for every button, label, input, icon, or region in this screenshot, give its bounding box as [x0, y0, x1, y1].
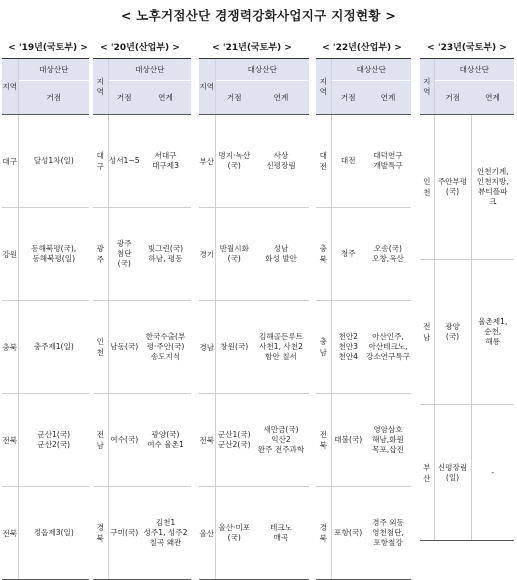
- cell-base: 구미(국): [110, 528, 139, 537]
- cell-region: 경북: [316, 487, 331, 580]
- cell-region: 전남: [420, 260, 434, 405]
- table-row: [316, 208, 411, 301]
- header-base: 거점: [108, 81, 140, 115]
- table-row: [420, 115, 514, 260]
- table-row: [199, 208, 309, 301]
- cell-base: 광주 첨단 (국): [116, 239, 132, 268]
- table-row: [420, 405, 514, 541]
- year-caption-2023: < '23년(국토부) >: [427, 43, 507, 53]
- cell-base: 포항(국): [334, 528, 363, 537]
- table-row: [316, 487, 411, 580]
- table-2021: [199, 59, 309, 580]
- table-row: [93, 394, 191, 487]
- cell-base: 정읍제3(일): [33, 528, 74, 537]
- cell-base: 여수(국): [110, 435, 139, 444]
- cell-region: 부산: [199, 115, 215, 208]
- cell-base: 명지·녹산 (국): [218, 151, 251, 170]
- header-industrial: 대상산단: [331, 59, 411, 81]
- table-row: [93, 115, 191, 208]
- header-region: 지역: [420, 59, 434, 115]
- table-row: [199, 301, 309, 394]
- header-industrial: 대상산단: [108, 59, 191, 81]
- cell-base: 대불(국): [334, 435, 363, 444]
- table-row: [316, 301, 411, 394]
- table-row: [93, 487, 191, 580]
- header-link: 연계: [471, 81, 514, 115]
- table-row: [199, 394, 309, 487]
- cell-link: 오송(국) 오창,옥산: [372, 244, 404, 263]
- cell-base: 천안2 천안3 천안4: [338, 332, 358, 361]
- cell-region: 경기: [199, 208, 215, 301]
- cell-link: 대덕연구 개발특구: [373, 151, 403, 170]
- cell-region: 경북: [93, 487, 108, 580]
- cell-base: 울산·미포 (국): [218, 523, 251, 542]
- header-link: 연계: [140, 81, 191, 115]
- cell-base: 충주제1(일): [33, 342, 74, 351]
- cell-link: 김해골든루트 사천1, 사천2 함안 칠서: [258, 332, 303, 361]
- table-row: [199, 115, 309, 208]
- table-row: [2, 487, 89, 580]
- header-region: 지역: [199, 59, 215, 115]
- cell-link: 율촌제1, 순천, 해룡: [478, 317, 508, 346]
- header-industrial: 대상산단: [215, 59, 309, 81]
- cell-base: 대전: [340, 156, 356, 165]
- header-industrial: 대상산단: [434, 59, 514, 81]
- cell-region: 전북: [2, 487, 18, 580]
- table-row: [316, 394, 411, 487]
- cell-base: 신평장림 (일): [437, 462, 468, 482]
- table-2023: [420, 59, 514, 541]
- table-row: [2, 208, 89, 301]
- cell-region: 전북: [2, 394, 18, 487]
- header-link: 연계: [365, 81, 411, 115]
- cell-base: 군산1(국) 군산2(국): [37, 430, 71, 449]
- cell-link: -: [491, 467, 495, 477]
- cell-link: 빛그린(국) 하남, 평동: [147, 244, 184, 263]
- table-row: [93, 301, 191, 394]
- header-base: 거점: [18, 81, 89, 115]
- cell-link: 경주 외동 영천첨단, 포항철강: [372, 518, 404, 547]
- cell-link: 김천1 성주1, 성주2 칠곡 왜관: [143, 518, 188, 547]
- header-region: 지역: [2, 59, 18, 115]
- cell-link: 한국수출(부 평·주안(국) 송도지식: [145, 332, 186, 361]
- year-caption-2021: < '21년(국토부) >: [212, 43, 292, 53]
- cell-region: 충북: [316, 208, 331, 301]
- cell-link: 새만금(국) 익산2 완주 전주과학: [257, 425, 305, 454]
- cell-base: 달성1차(일): [33, 156, 74, 165]
- cell-link: 아산인주, 아산테크노, 강소연구특구: [365, 332, 410, 361]
- table-2022: [316, 59, 411, 580]
- cell-region: 대구: [93, 115, 108, 208]
- cell-region: 대전: [316, 115, 331, 208]
- table-2020: [93, 59, 191, 580]
- cell-region: 부산: [420, 405, 434, 541]
- cell-link: 영암삼호 해남,화원 목포,삽진: [372, 425, 404, 454]
- header-base: 거점: [434, 81, 471, 115]
- table-2019: [2, 59, 89, 580]
- table-row: [2, 115, 89, 208]
- table-row: [420, 260, 514, 405]
- cell-region: 경남: [199, 301, 215, 394]
- cell-region: 전남: [93, 394, 108, 487]
- cell-base: 남동(국): [110, 342, 139, 351]
- cell-region: 충북: [2, 301, 18, 394]
- cell-region: 강원: [2, 208, 18, 301]
- year-caption-2019: < '19년(국토부) >: [8, 43, 88, 53]
- table-row: [316, 115, 411, 208]
- cell-base: 성서1~5: [108, 156, 140, 165]
- table-row: [2, 301, 89, 394]
- cell-link: 테크노 매곡: [269, 523, 292, 542]
- cell-region: 울산: [199, 487, 215, 580]
- header-region: 지역: [93, 59, 108, 115]
- cell-region: 전북: [199, 394, 215, 487]
- cell-base: 광양 (국): [445, 322, 460, 341]
- cell-base: 창원(국): [220, 342, 249, 351]
- cell-link: 서대구 대구제3: [152, 151, 179, 170]
- cell-region: 광주: [93, 208, 108, 301]
- header-link: 연계: [253, 81, 309, 115]
- cell-base: 반월시화 (국): [219, 244, 249, 263]
- page-title: < 노후거점산단 경쟁력강화사업지구 지정현황 >: [120, 8, 397, 23]
- cell-link: 인천기계, 인천지방, 뷰티플파 크: [476, 167, 509, 206]
- header-base: 거점: [331, 81, 365, 115]
- cell-base: 청주: [340, 249, 356, 258]
- cell-link: 성남 화성 발안: [265, 244, 297, 263]
- table-row: [2, 394, 89, 487]
- header-industrial: 대상산단: [18, 59, 89, 81]
- table-row: [93, 208, 191, 301]
- cell-region: 인천: [93, 301, 108, 394]
- cell-region: 충남: [316, 301, 331, 394]
- header-base: 거점: [215, 81, 253, 115]
- cell-link: 사상 신평장림: [266, 151, 296, 170]
- cell-region: 인천: [420, 115, 434, 260]
- table-row: [199, 487, 309, 580]
- cell-region: 전북: [316, 394, 331, 487]
- cell-base: 주안부평 (국): [437, 177, 468, 196]
- cell-base: 동해북평(국), 동해북평(일): [31, 244, 77, 263]
- year-caption-2022: < '22년(산업부) >: [322, 43, 402, 53]
- cell-region: 대구: [2, 115, 18, 208]
- header-region: 지역: [316, 59, 331, 115]
- year-caption-2020: < '20년(산업부) >: [100, 43, 180, 53]
- cell-base: 군산1(국) 군산2(국): [217, 430, 251, 449]
- cell-link: 광양(국) 여수 율촌1: [147, 430, 184, 449]
